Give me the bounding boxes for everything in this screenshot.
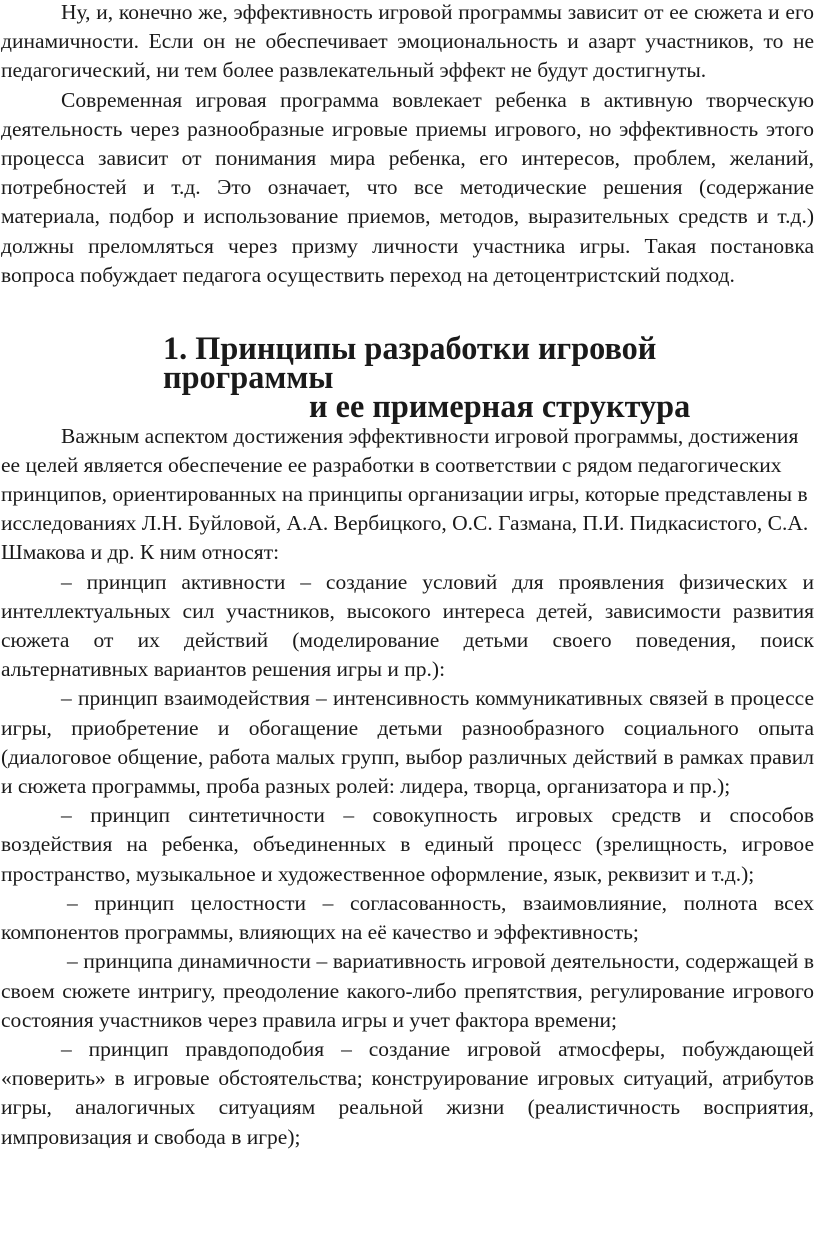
principle-plausibility: – принцип правдоподобия – создание игровой атмосферы, побуждающей «поверить» в игровые обстоятельства; конструирование игровых ситуаций, атрибутов игры, аналогичных ситуациям реальной жизни (реалистичность восприятия, импровизация и свобода в игре); <box>1 1036 814 1149</box>
section-gap <box>1 290 814 334</box>
paragraph-modern-program: Современная игровая программа вовлекает ребенка в активную творческую деятельность через разнообразные игровые приемы игрового, но эффективность этого процесса зависит от понимания мира ребенка, его интересов, проблем, желаний, потребностей и т.д. Это означает, что все методические решения (содержание материала, подбор и использование приемов, методов, выразительных средств и т.д.) должны преломляться через призму личности участника игры. Такая постановка вопроса побуждает педагога осуществить переход на детоцентристский подход. <box>1 87 814 287</box>
principle-integrity: – принцип целостности – согласованность, взаимовлияние, полнота всех компонентов программы, влияющих на её качество и эффективность; <box>1 890 814 945</box>
section-heading-line-1: 1. Принципы разработки игровой программы <box>163 330 657 396</box>
principle-interaction: – принцип взаимодействия – интенсивность коммуникативных связей в процессе игры, приобретение и обогащение детьми разнообразного социального опыта (диалоговое общение, работа малых групп, выбор различных действий в рамках правил и сюжета программы, проба разных ролей: лидера, творца, организатора и пр.); <box>1 686 814 799</box>
paragraph-effectiveness: Ну, и, конечно же, эффективность игровой программы зависит от ее сюжета и его динамичности. Если он не обеспечивает эмоциональность и азарт участников, то не педагогический, ни тем более развлекательный эффект не будут достигнуты. <box>1 0 814 83</box>
principle-activity: – принцип активности – создание условий для проявления физических и интеллектуальных сил участников, высокого интереса детей, зависимости развития сюжета от их действий (моделирование детьми своего поведения, поиск альтернативных вариантов решения игры и пр.): <box>1 569 814 682</box>
principle-synthetic: – принцип синтетичности – совокупность игровых средств и способов воздействия на ребенка, объединенных в единый процесс (зрелищность, игровое пространство, музыкальное и художественное оформление, язык, реквизит и т.д.); <box>1 803 814 886</box>
principle-dynamism: – принципа динамичности – вариативность игровой деятельности, содержащей в своем сюжете интригу, преодоление какого-либо препятствия, регулирование игрового состояния участников через правила игры и учет фактора времени; <box>1 949 814 1032</box>
section-heading-line-2: и ее примерная структура <box>309 388 691 425</box>
paragraph-intro: Важным аспектом достижения эффективности игровой программы, достижения ее целей является обеспечение ее разработки в соответствии с рядом педагогических принципов, ориентированных на принципы организации игры, которые представлены в исследованиях Л.Н. Буйловой, А.А. Вербицкого, О.С. Газмана, П.И. Пидкасистого, С.А. Шмакова и др. К ним относят: <box>1 423 809 565</box>
section-heading <box>1 330 814 425</box>
